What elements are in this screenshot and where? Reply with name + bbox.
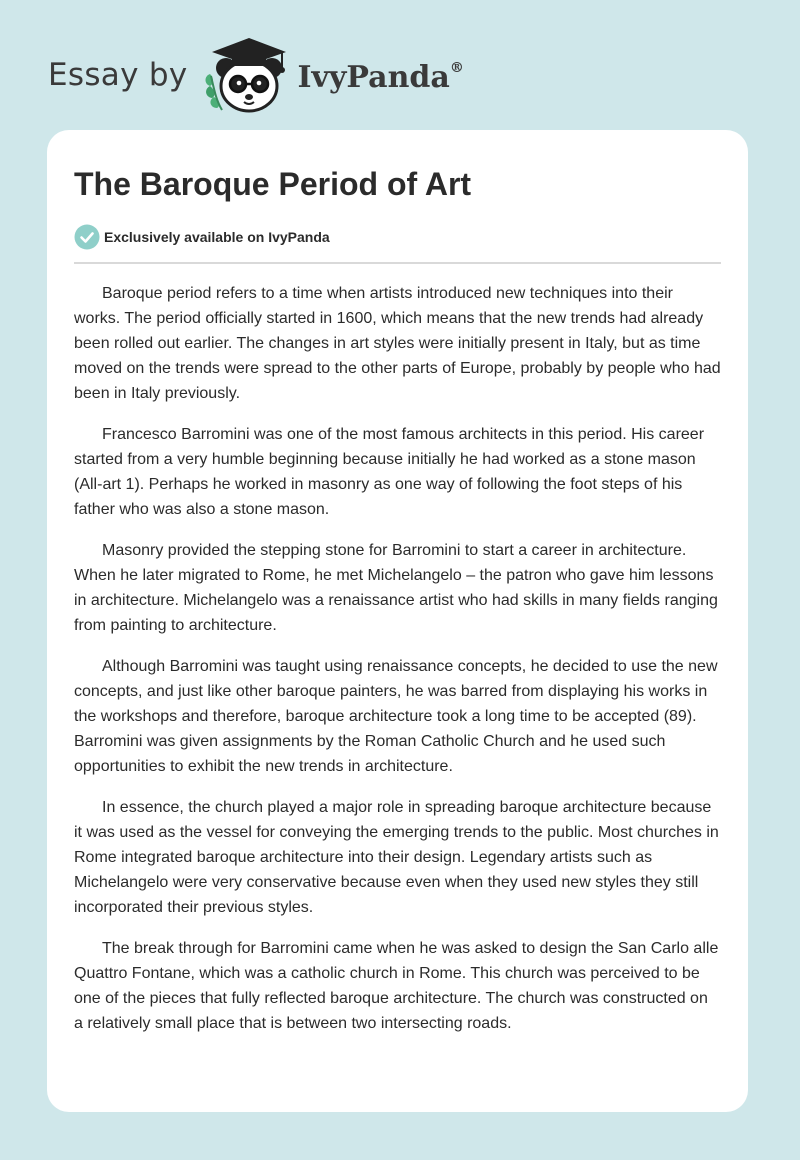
panda-graduation-cap-icon[interactable] bbox=[202, 34, 292, 116]
paragraph: In essence, the church played a major role in spreading baroque architecture because it was used as the vessel for conveying the emerging trends to the public. Most churches in Rome integrated baroque architecture into their design. Legendary artists such as Michelangelo were very conservative because even when they used new styles they still incorporated their previous styles. bbox=[74, 799, 719, 916]
paragraph: Francesco Barromini was one of the most famous architects in this period. His career started from a very humble beginning because initially he had worked as a stone mason (All-art 1). Perhaps he worked in masonry as one way of following the foot steps of his father who was also a stone mason. bbox=[74, 426, 705, 518]
essay-card bbox=[47, 130, 748, 1112]
paragraph: Masonry provided the stepping stone for Barromini to start a career in architecture. When he later migrated to Rome, he met Michelangelo – the patron who gave him lessons in architecture. Michelangelo was a renaissance artist who had skills in many fields ranging from painting to architecture. bbox=[74, 542, 718, 634]
exclusive-badge-text: Exclusively available on IvyPanda bbox=[104, 229, 330, 245]
exclusive-badge bbox=[74, 224, 721, 250]
site-header bbox=[48, 30, 464, 120]
registered-mark: ® bbox=[449, 59, 464, 76]
brand-name[interactable]: IvyPanda® bbox=[297, 59, 464, 95]
check-circle-icon bbox=[74, 224, 100, 250]
divider bbox=[74, 262, 721, 264]
essay-by-label: Essay by bbox=[48, 57, 188, 93]
paragraph: Baroque period refers to a time when artists introduced new techniques into their works. The period officially started in 1600, which means that the new trends had already been rolled out earlier. The changes in art styles were initially present in Italy, but as time moved on the trends were spread to the other parts of Europe, probably by people who had been in Italy previously. bbox=[74, 285, 721, 402]
paragraph: The break through for Barromini came when he was asked to design the San Carlo alle Quattro Fontane, which was a catholic church in Rome. This church was perceived to be one of the pieces that fully reflected baroque architecture. The church was constructed on a relatively small place that is between two intersecting roads. bbox=[74, 940, 719, 1032]
page-title: The Baroque Period of Art bbox=[74, 166, 472, 202]
paragraph: Although Barromini was taught using renaissance concepts, he decided to use the new concepts, and just like other baroque painters, he was barred from displaying his works in the workshops and therefore, baroque architecture took a long time to be accepted (89). Barromini was given assignments by the Roman Catholic Church and he used such opportunities to exhibit the new trends in architecture. bbox=[74, 658, 718, 775]
essay-body bbox=[74, 281, 721, 1036]
